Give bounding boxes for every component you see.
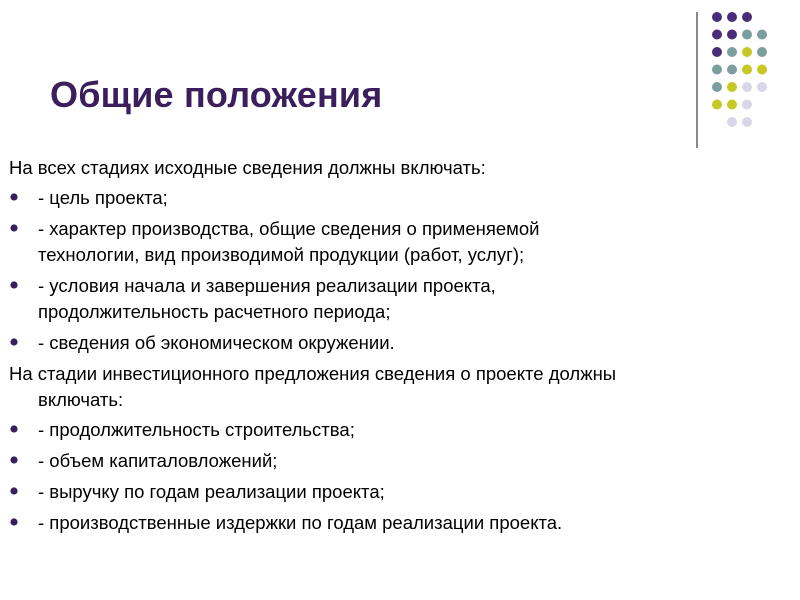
bullet-line: технологии, вид производимой продукции (работ, услуг); xyxy=(38,244,525,265)
bullet-line: - продолжительность строительства; xyxy=(38,419,355,440)
vertical-rule xyxy=(696,12,698,148)
bullet-item xyxy=(9,448,789,474)
paragraph-investment-stage xyxy=(9,361,789,413)
bullet-line: - объем капиталовложений; xyxy=(38,450,278,471)
grid-dot xyxy=(742,100,752,110)
grid-dot xyxy=(712,47,722,57)
bullet-dot-icon xyxy=(10,456,18,464)
grid-dot xyxy=(757,65,767,75)
grid-dot xyxy=(742,30,752,40)
bullet-item xyxy=(9,216,789,268)
grid-dot xyxy=(712,65,722,75)
paragraph-all-stages xyxy=(9,155,789,181)
grid-dot xyxy=(727,117,737,127)
grid-dot xyxy=(712,100,722,110)
grid-dot xyxy=(712,82,722,92)
grid-dot xyxy=(727,65,737,75)
paragraph-line: На всех стадиях исходные сведения должны включать: xyxy=(9,157,486,178)
bullet-dot-icon xyxy=(10,193,18,201)
grid-dot xyxy=(742,117,752,127)
bullet-item xyxy=(9,330,789,356)
bullet-dot-icon xyxy=(10,338,18,346)
bullet-dot-icon xyxy=(10,224,18,232)
grid-dot xyxy=(712,30,722,40)
bullet-dot-icon xyxy=(10,281,18,289)
dot-grid-icon xyxy=(705,11,785,131)
slide-body xyxy=(9,155,789,541)
bullet-dot-icon xyxy=(10,487,18,495)
grid-dot xyxy=(727,30,737,40)
bullet-line: - выручку по годам реализации проекта; xyxy=(38,481,385,502)
grid-dot xyxy=(727,82,737,92)
grid-dot xyxy=(727,100,737,110)
bullet-item xyxy=(9,185,789,211)
bullet-line: - цель проекта; xyxy=(38,187,168,208)
bullet-item xyxy=(9,510,789,536)
slide-title: Общие положения xyxy=(50,74,383,115)
bullet-dot-icon xyxy=(10,425,18,433)
bullet-dot-icon xyxy=(10,518,18,526)
bullet-line: - производственные издержки по годам реализации проекта. xyxy=(38,512,563,533)
grid-dot xyxy=(727,47,737,57)
paragraph-line: включать: xyxy=(38,389,124,410)
paragraph-line: На стадии инвестиционного предложения сведения о проекте должны xyxy=(9,363,617,384)
bullet-line: - характер производства, общие сведения о применяемой xyxy=(38,218,540,239)
bullet-line: - условия начала и завершения реализации проекта, xyxy=(38,275,496,296)
grid-dot xyxy=(757,82,767,92)
grid-dot xyxy=(742,82,752,92)
grid-dot xyxy=(742,47,752,57)
grid-dot xyxy=(712,12,722,22)
bullet-line: продолжительность расчетного периода; xyxy=(38,301,391,322)
bullet-item xyxy=(9,417,789,443)
grid-dot xyxy=(742,65,752,75)
grid-dot xyxy=(742,12,752,22)
grid-dot xyxy=(757,47,767,57)
bullet-item xyxy=(9,273,789,325)
bullet-line: - сведения об экономическом окружении. xyxy=(38,332,395,353)
grid-dot xyxy=(727,12,737,22)
bullet-item xyxy=(9,479,789,505)
grid-dot xyxy=(757,30,767,40)
